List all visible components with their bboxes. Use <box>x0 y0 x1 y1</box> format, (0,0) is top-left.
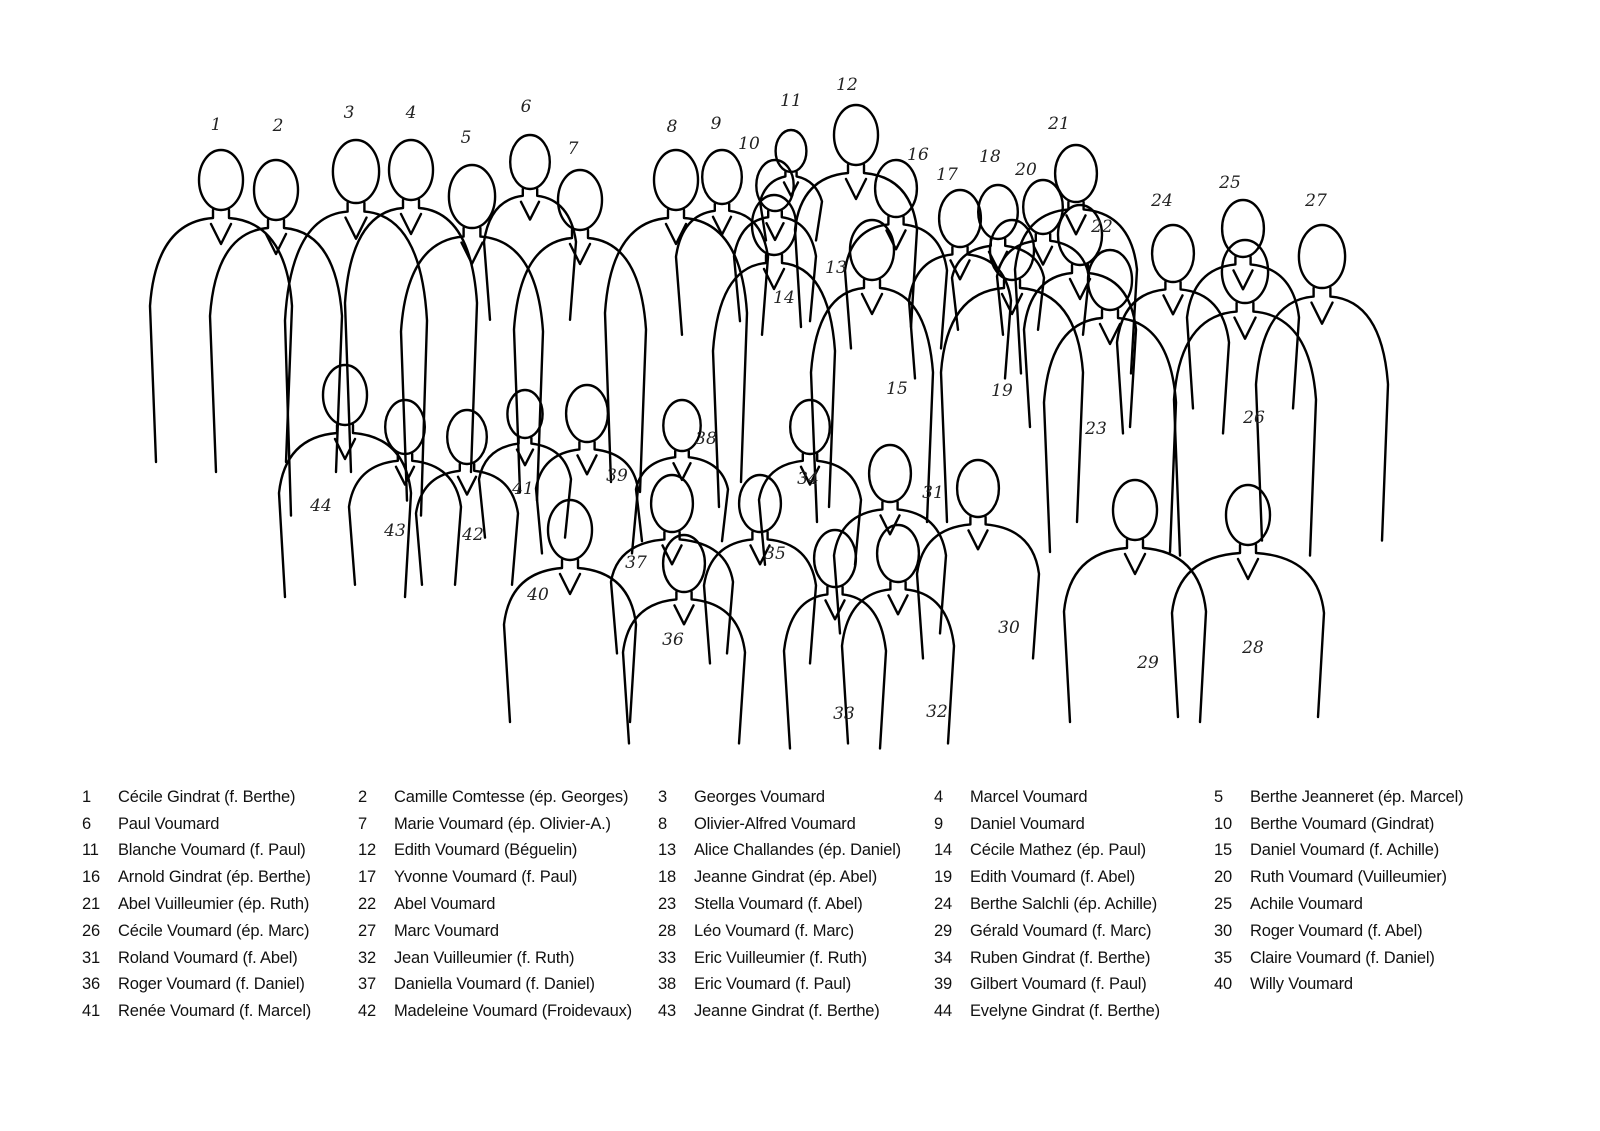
legend-name: Gérald Voumard (f. Marc) <box>970 921 1152 940</box>
person-outline <box>941 220 1083 522</box>
legend-number: 12 <box>358 841 376 860</box>
legend-name: Claire Voumard (f. Daniel) <box>1250 948 1435 967</box>
legend-name: Daniel Voumard (f. Achille) <box>1250 841 1440 860</box>
figure-number-label: 10 <box>738 134 760 154</box>
legend-number: 7 <box>358 814 367 833</box>
figure-number-label: 41 <box>512 479 534 499</box>
legend-number: 36 <box>82 975 100 994</box>
legend-number: 23 <box>658 895 676 914</box>
figure-number-label: 13 <box>825 258 847 278</box>
figure-number-label: 23 <box>1085 419 1107 439</box>
legend-entry <box>358 945 658 972</box>
legend-entry <box>358 918 658 945</box>
figure-number-label: 14 <box>773 288 795 308</box>
figure-number-label: 4 <box>405 103 417 123</box>
legend-name: Cécile Gindrat (f. Berthe) <box>118 787 296 806</box>
person-outline <box>676 150 768 335</box>
legend-entry <box>934 864 1214 891</box>
legend-name: Madeleine Voumard (Froidevaux) <box>394 1002 632 1021</box>
legend-number: 14 <box>934 841 952 860</box>
legend-number: 1 <box>82 787 91 806</box>
figure-number-label: 40 <box>527 585 549 605</box>
legend-name: Marie Voumard (ép. Olivier-A.) <box>394 814 611 833</box>
legend-number: 39 <box>934 975 952 994</box>
legend-entry <box>82 864 358 891</box>
person-outline <box>416 410 518 585</box>
figure-number-label: 8 <box>666 117 678 137</box>
legend-number: 37 <box>358 975 376 994</box>
legend-name: Edith Voumard (f. Abel) <box>970 868 1136 887</box>
figure-number-label: 25 <box>1219 173 1241 193</box>
legend-name: Berthe Jeanneret (ép. Marcel) <box>1250 787 1464 806</box>
legend-name: Ruth Voumard (Vuilleumier) <box>1250 868 1447 887</box>
figure-number-label: 31 <box>922 483 944 503</box>
legend-name: Willy Voumard <box>1250 975 1353 994</box>
legend-number: 5 <box>1214 787 1223 806</box>
legend-number: 33 <box>658 948 676 967</box>
legend-number: 4 <box>934 787 943 806</box>
legend-entry <box>82 998 358 1025</box>
legend-number: 34 <box>934 948 952 967</box>
legend-name: Georges Voumard <box>694 787 825 806</box>
legend-number: 31 <box>82 948 100 967</box>
legend-entry <box>1214 811 1514 838</box>
legend-entry <box>1214 838 1514 865</box>
legend-number: 15 <box>1214 841 1232 860</box>
legend-name: Roger Voumard (f. Daniel) <box>118 975 305 994</box>
legend-entry <box>658 784 934 811</box>
figure-number-label: 28 <box>1242 638 1264 658</box>
legend-number: 11 <box>82 841 99 860</box>
legend-name: Evelyne Gindrat (f. Berthe) <box>970 1002 1160 1021</box>
legend-name: Olivier-Alfred Voumard <box>694 814 856 833</box>
legend-number: 38 <box>658 975 676 994</box>
legend-entry <box>358 864 658 891</box>
legend-entry <box>658 945 934 972</box>
figure-number-label: 29 <box>1137 653 1159 673</box>
figure-number-label: 38 <box>695 429 717 449</box>
person-outline <box>279 365 411 597</box>
legend-name: Berthe Salchli (ép. Achille) <box>970 895 1157 914</box>
person-outline <box>479 390 571 538</box>
legend-name: Eric Voumard (f. Paul) <box>694 975 851 994</box>
legend-name: Alice Challandes (ép. Daniel) <box>694 841 901 860</box>
legend-name: Gilbert Voumard (f. Paul) <box>970 975 1147 994</box>
legend-number: 32 <box>358 948 376 967</box>
figure-number-label: 24 <box>1151 191 1173 211</box>
person-outline <box>484 135 576 320</box>
figure-number-label: 18 <box>979 147 1001 167</box>
legend-name: Arnold Gindrat (ép. Berthe) <box>118 868 311 887</box>
figure-number-label: 20 <box>1015 160 1037 180</box>
figure-number-label: 2 <box>272 116 284 136</box>
figure-number-label: 19 <box>991 381 1013 401</box>
figure-number-label: 43 <box>384 521 406 541</box>
legend-name: Paul Voumard <box>118 814 220 833</box>
legend-entry <box>658 891 934 918</box>
figure-number-label: 17 <box>936 165 958 185</box>
person-outline <box>1187 200 1299 408</box>
legend-number: 24 <box>934 895 952 914</box>
legend-name: Jeanne Gindrat (f. Berthe) <box>694 1002 880 1021</box>
legend-entry <box>82 945 358 972</box>
legend-number: 25 <box>1214 895 1232 914</box>
person-outline <box>1172 485 1324 717</box>
figure-number-label: 5 <box>460 128 472 148</box>
figure-number-label: 16 <box>907 145 929 165</box>
person-outlines <box>150 105 1388 748</box>
legend-name: Roger Voumard (f. Abel) <box>1250 921 1423 940</box>
person-outline <box>909 190 1011 378</box>
figure-number-label: 1 <box>210 115 222 135</box>
legend <box>82 784 1582 1025</box>
legend-name: Cécile Voumard (ép. Marc) <box>118 921 310 940</box>
legend-entry <box>358 811 658 838</box>
person-outline <box>636 400 728 541</box>
legend-number: 40 <box>1214 975 1232 994</box>
figure-number-label: 37 <box>625 553 647 573</box>
person-outline <box>504 500 636 722</box>
legend-name: Camille Comtesse (ép. Georges) <box>394 787 629 806</box>
legend-name: Ruben Gindrat (f. Berthe) <box>970 948 1151 967</box>
legend-number: 44 <box>934 1002 952 1021</box>
figure-number-label: 12 <box>836 75 858 95</box>
legend-number: 3 <box>658 787 667 806</box>
legend-number: 13 <box>658 841 676 860</box>
legend-entry <box>358 838 658 865</box>
legend-entry <box>934 918 1214 945</box>
legend-number: 21 <box>82 895 100 914</box>
legend-name: Achile Voumard <box>1250 895 1363 914</box>
person-outline <box>605 150 747 482</box>
person-outline <box>760 130 822 240</box>
legend-number: 43 <box>658 1002 676 1021</box>
figure-number-label: 15 <box>886 379 908 399</box>
figure-number-label: 7 <box>567 139 579 159</box>
legend-entry <box>934 891 1214 918</box>
legend-name: Blanche Voumard (f. Paul) <box>118 841 306 860</box>
legend-name: Yvonne Voumard (f. Paul) <box>394 868 578 887</box>
figure-number-label: 9 <box>710 114 722 134</box>
figure-number-label: 42 <box>462 525 484 545</box>
legend-number: 6 <box>82 814 91 833</box>
legend-entry <box>934 945 1214 972</box>
legend-number: 17 <box>358 868 376 887</box>
legend-number: 42 <box>358 1002 376 1021</box>
legend-name: Daniel Voumard <box>970 814 1085 833</box>
person-outline <box>1064 480 1206 722</box>
figure-number-label: 21 <box>1048 114 1070 134</box>
legend-entry <box>934 998 1214 1025</box>
legend-entry <box>658 972 934 999</box>
legend-entry <box>358 784 658 811</box>
legend-entry <box>82 784 358 811</box>
legend-number: 20 <box>1214 868 1232 887</box>
legend-number: 2 <box>358 787 367 806</box>
legend-number: 18 <box>658 868 676 887</box>
legend-entry <box>934 838 1214 865</box>
legend-entry <box>934 811 1214 838</box>
legend-number: 30 <box>1214 921 1232 940</box>
person-outline <box>150 150 292 462</box>
legend-entry <box>658 811 934 838</box>
legend-number: 26 <box>82 921 100 940</box>
legend-entry <box>1214 918 1514 945</box>
legend-number: 16 <box>82 868 100 887</box>
legend-number: 8 <box>658 814 667 833</box>
figure-number-label: 39 <box>606 466 628 486</box>
figure-number-label: 33 <box>833 704 855 724</box>
legend-entry <box>358 998 658 1025</box>
legend-number: 28 <box>658 921 676 940</box>
figure-number-label: 26 <box>1243 408 1265 428</box>
legend-name: Léo Voumard (f. Marc) <box>694 921 854 940</box>
legend-name: Stella Voumard (f. Abel) <box>694 895 863 914</box>
legend-name: Abel Voumard <box>394 895 496 914</box>
legend-number: 9 <box>934 814 943 833</box>
figure-number-label: 44 <box>310 496 332 516</box>
legend-entry <box>1214 972 1514 999</box>
legend-name: Jean Vuilleumier (f. Ruth) <box>394 948 575 967</box>
figure-number-label: 27 <box>1305 191 1327 211</box>
person-outline <box>952 185 1044 330</box>
legend-name: Jeanne Gindrat (ép. Abel) <box>694 868 878 887</box>
legend-entry <box>658 838 934 865</box>
legend-entry <box>82 972 358 999</box>
legend-entry <box>1214 864 1514 891</box>
legend-number: 10 <box>1214 814 1232 833</box>
legend-entry <box>358 972 658 999</box>
figure-number-label: 30 <box>998 618 1020 638</box>
figure-number-label: 11 <box>780 91 802 111</box>
legend-entry <box>934 972 1214 999</box>
legend-name: Daniella Voumard (f. Daniel) <box>394 975 595 994</box>
legend-name: Marc Voumard <box>394 921 499 940</box>
legend-name: Cécile Mathez (ép. Paul) <box>970 841 1146 860</box>
legend-entry <box>658 864 934 891</box>
legend-name: Berthe Voumard (Gindrat) <box>1250 814 1435 833</box>
legend-entry <box>82 838 358 865</box>
legend-name: Roland Voumard (f. Abel) <box>118 948 298 967</box>
legend-entry <box>1214 945 1514 972</box>
legend-number: 41 <box>82 1002 100 1021</box>
legend-number: 19 <box>934 868 952 887</box>
legend-entry <box>1214 891 1514 918</box>
legend-name: Abel Vuilleumier (ép. Ruth) <box>118 895 310 914</box>
legend-name: Edith Voumard (Béguelin) <box>394 841 578 860</box>
legend-entry <box>1214 784 1514 811</box>
legend-entry <box>658 918 934 945</box>
legend-number: 22 <box>358 895 376 914</box>
legend-number: 27 <box>358 921 376 940</box>
figure-number-label: 35 <box>764 544 786 564</box>
legend-entry <box>82 918 358 945</box>
legend-name: Eric Vuilleumier (f. Ruth) <box>694 948 867 967</box>
person-outline <box>345 140 477 472</box>
legend-number: 29 <box>934 921 952 940</box>
figure-number-label: 36 <box>662 630 684 650</box>
legend-name: Marcel Voumard <box>970 787 1088 806</box>
legend-number: 35 <box>1214 948 1232 967</box>
figure-number-label: 3 <box>343 103 355 123</box>
legend-entry <box>658 998 934 1025</box>
figure-number-label: 6 <box>520 97 532 117</box>
figure-number-label: 22 <box>1091 217 1113 237</box>
legend-entry <box>358 891 658 918</box>
legend-name: Renée Voumard (f. Marcel) <box>118 1002 312 1021</box>
legend-entry <box>934 784 1214 811</box>
legend-entry <box>82 811 358 838</box>
figure-number-label: 34 <box>797 469 819 489</box>
legend-entry <box>82 891 358 918</box>
figure-number-label: 32 <box>926 702 948 722</box>
